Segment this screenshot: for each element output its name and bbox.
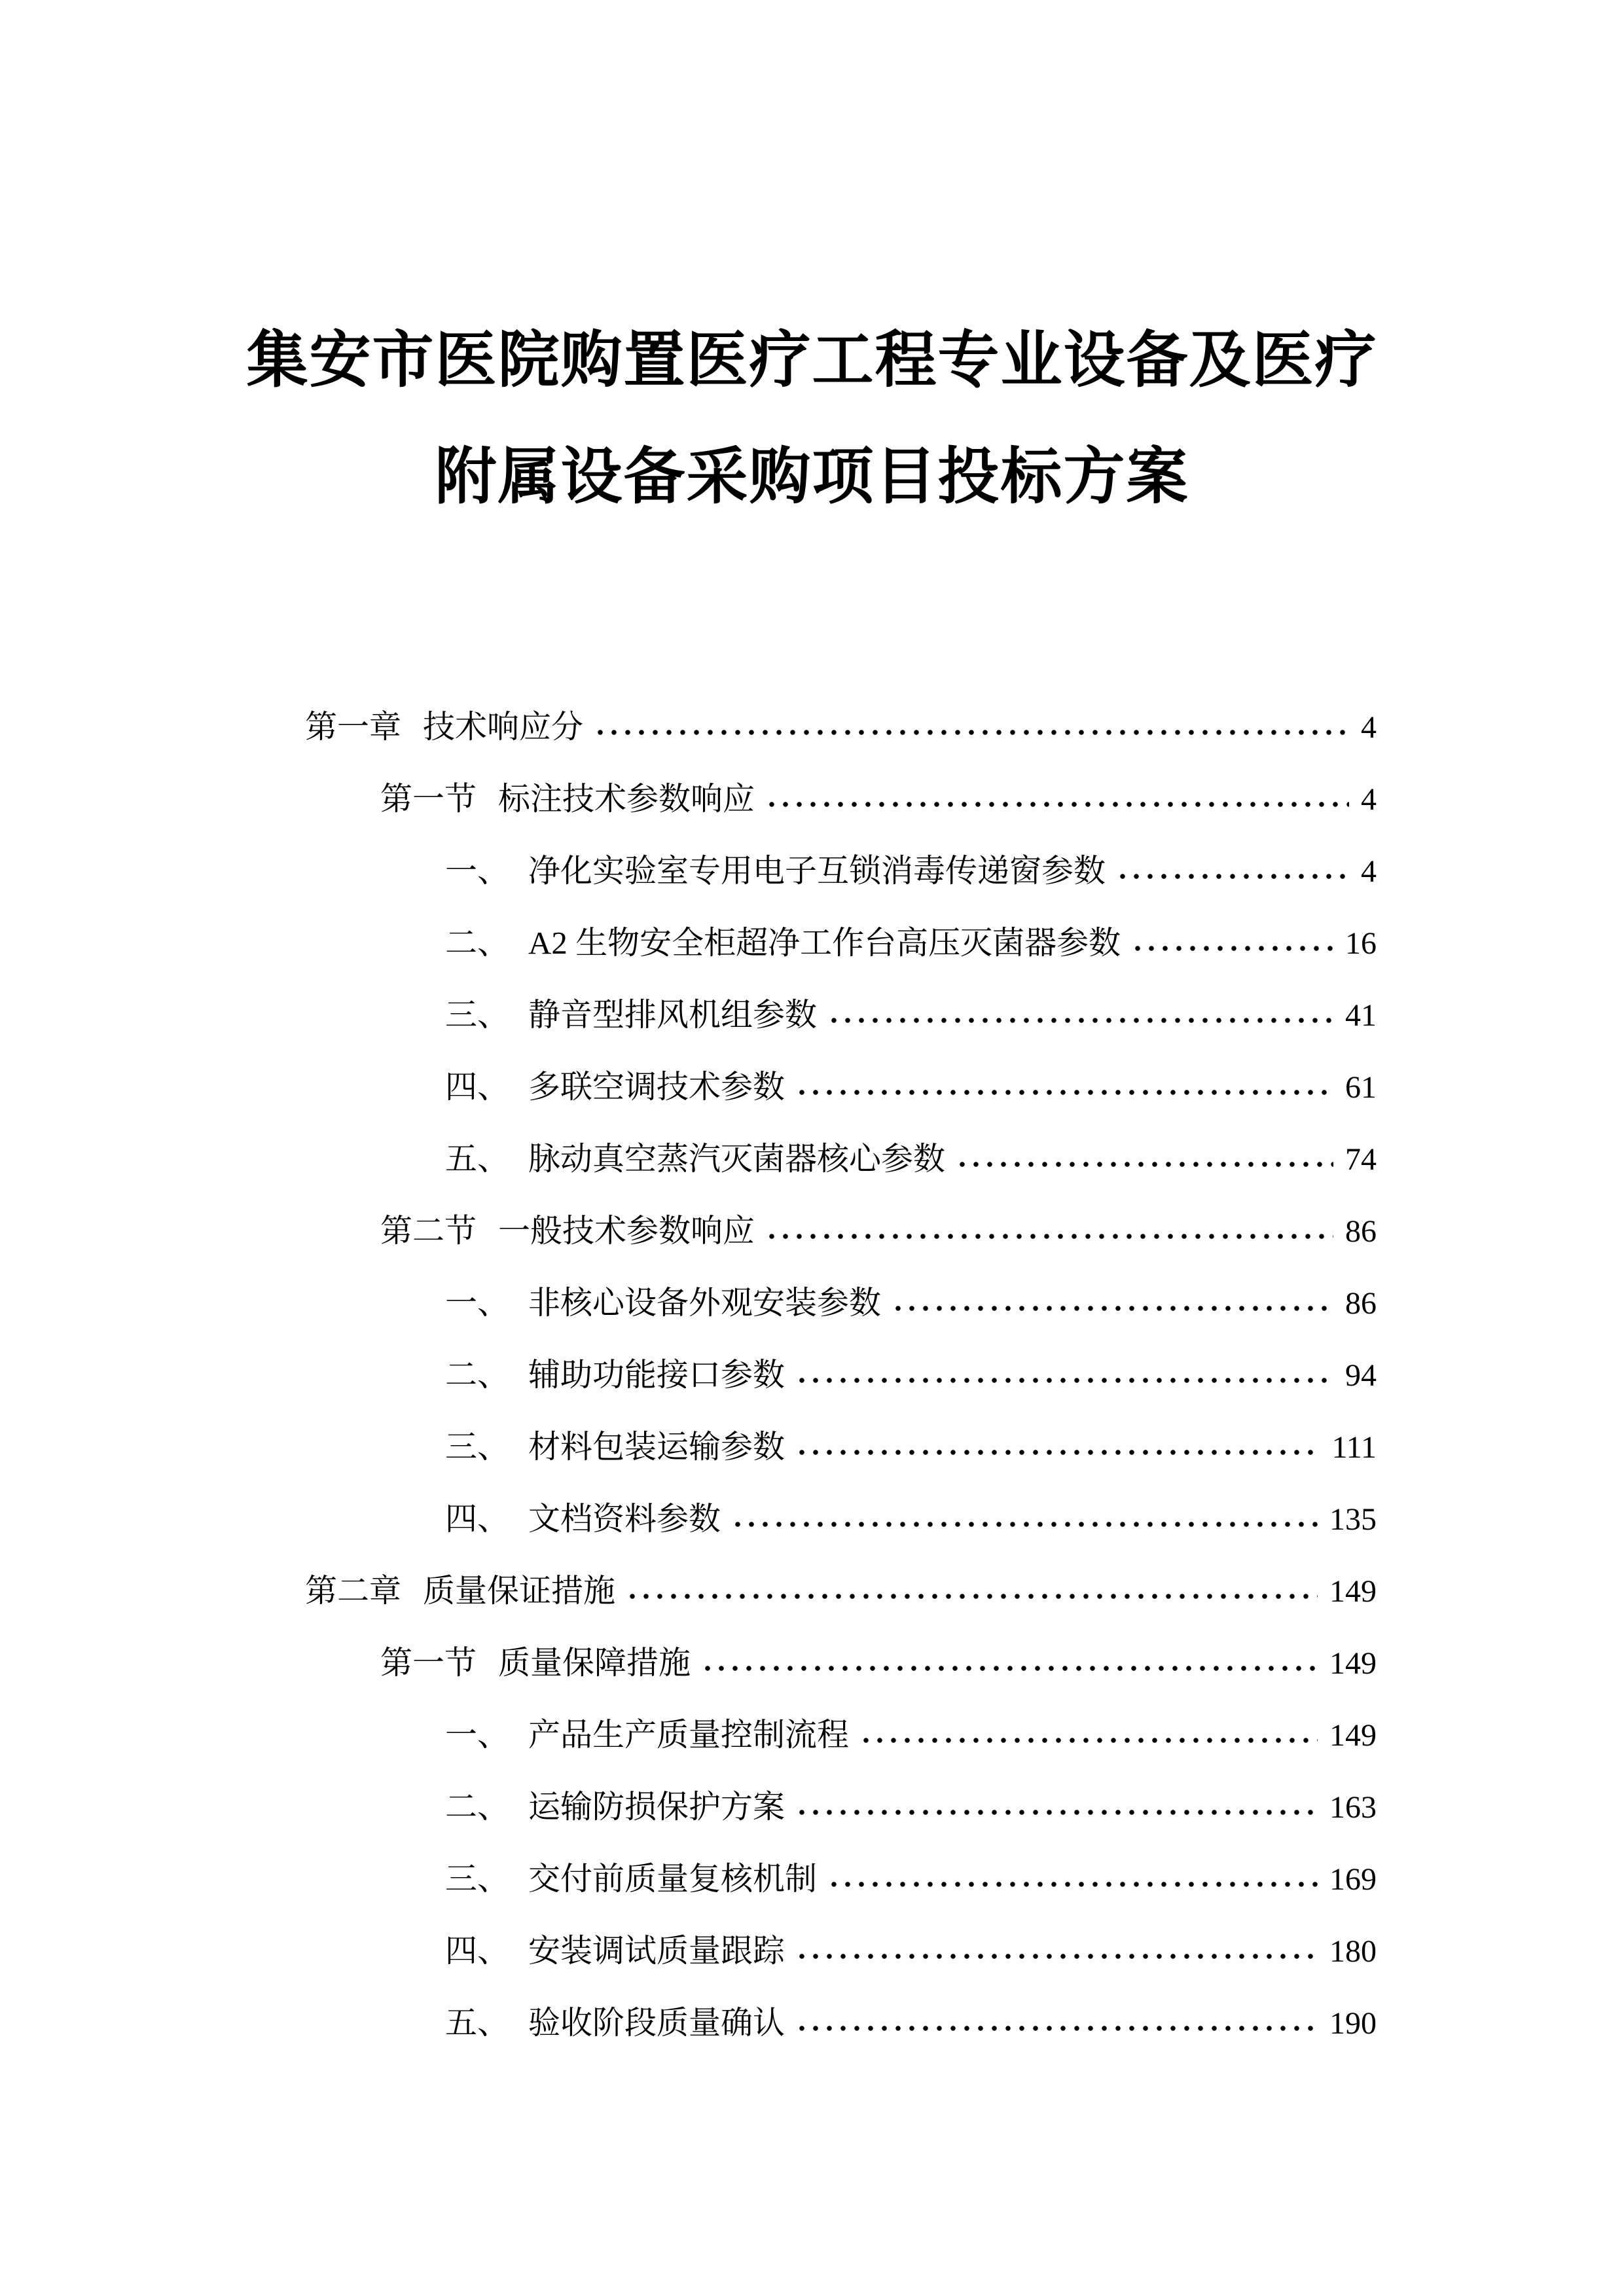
toc-entry-number: 一、: [445, 853, 510, 889]
toc-entry-label: 交付前质量复核机制: [528, 1861, 818, 1897]
toc-page-number: 180: [1329, 1934, 1377, 1969]
toc-entry-label: 多联空调技术参数: [528, 1069, 785, 1105]
toc-page-number: 94: [1345, 1358, 1377, 1393]
toc-page-number: 149: [1329, 1574, 1377, 1609]
toc-entry-section-2-1[interactable]: [305, 1627, 1377, 1699]
toc-entry-item[interactable]: [305, 1339, 1377, 1411]
toc-entry-number: 第一章: [305, 709, 402, 745]
toc-entry-section-1-1[interactable]: [305, 763, 1377, 835]
toc-entry-item[interactable]: [305, 1843, 1377, 1915]
toc-entry-number: 三、: [445, 1861, 510, 1897]
document-title-line-1: 集安市医院购置医疗工程专业设备及医疗: [246, 327, 1378, 395]
toc-dot-leader: [795, 1088, 1333, 1096]
toc-entry-label: 质量保证措施: [423, 1573, 616, 1609]
toc-entry-number: 二、: [445, 1357, 510, 1393]
toc-dot-leader: [795, 1448, 1320, 1456]
toc-entry-item[interactable]: [305, 1483, 1377, 1555]
toc-page-number: 135: [1329, 1502, 1377, 1537]
toc-entry-item[interactable]: [305, 835, 1377, 907]
table-of-contents: [305, 691, 1377, 2059]
toc-dot-leader: [765, 1232, 1333, 1240]
toc-entry-item[interactable]: [305, 1051, 1377, 1123]
toc-page-number: 74: [1345, 1142, 1377, 1177]
toc-page-number: 4: [1361, 710, 1377, 745]
toc-entry-item[interactable]: [305, 1699, 1377, 1771]
toc-entry-number: 第二节: [380, 1213, 477, 1249]
toc-dot-leader: [765, 800, 1349, 808]
toc-entry-label: 脉动真空蒸汽灭菌器核心参数: [528, 1141, 946, 1177]
toc-entry-number: 四、: [445, 1069, 510, 1105]
toc-entry-number: 二、: [445, 1789, 510, 1825]
toc-page-number: 4: [1361, 854, 1377, 889]
toc-entry-number: 第一节: [380, 781, 477, 817]
toc-entry-label: 运输防损保护方案: [528, 1789, 785, 1825]
toc-entry-number: 第一节: [380, 1645, 477, 1681]
toc-page-number: 149: [1329, 1718, 1377, 1753]
toc-entry-number: 三、: [445, 1429, 510, 1465]
toc-entry-number: 四、: [445, 1501, 510, 1537]
document-title-line-2: 附属设备采购项目投标方案: [435, 443, 1189, 511]
toc-dot-leader: [795, 1376, 1333, 1384]
toc-dot-leader: [1116, 872, 1349, 880]
toc-entry-label: 产品生产质量控制流程: [528, 1717, 850, 1753]
toc-entry-chapter-1[interactable]: [305, 691, 1377, 763]
toc-page-number: 86: [1345, 1286, 1377, 1321]
toc-page-number: 149: [1329, 1646, 1377, 1681]
toc-entry-item[interactable]: [305, 1987, 1377, 2059]
toc-dot-leader: [701, 1664, 1318, 1672]
toc-dot-leader: [795, 2024, 1318, 2032]
toc-page-number: 169: [1329, 1862, 1377, 1897]
toc-entry-label: 净化实验室专用电子互锁消毒传递窗参数: [528, 853, 1106, 889]
toc-entry-number: 四、: [445, 1933, 510, 1969]
toc-entry-section-1-2[interactable]: [305, 1195, 1377, 1267]
toc-page-number: 4: [1361, 782, 1377, 817]
document-title: [0, 302, 1624, 535]
toc-dot-leader: [795, 1952, 1318, 1960]
toc-dot-leader: [1131, 944, 1333, 952]
toc-entry-number: 第二章: [305, 1573, 402, 1609]
toc-page-number: 41: [1345, 998, 1377, 1033]
toc-dot-leader: [827, 1880, 1318, 1888]
toc-dot-leader: [626, 1592, 1318, 1600]
toc-page-number: 190: [1329, 2006, 1377, 2041]
toc-entry-number: 一、: [445, 1285, 510, 1321]
toc-entry-item[interactable]: [305, 1123, 1377, 1195]
toc-entry-chapter-2[interactable]: [305, 1555, 1377, 1627]
toc-page-number: 163: [1329, 1790, 1377, 1825]
toc-dot-leader: [892, 1304, 1333, 1312]
toc-dot-leader: [827, 1016, 1333, 1024]
toc-dot-leader: [731, 1520, 1318, 1528]
toc-page-number: 86: [1345, 1214, 1377, 1249]
toc-entry-label: 材料包装运输参数: [528, 1429, 785, 1465]
toc-entry-item[interactable]: [305, 1771, 1377, 1843]
toc-entry-label: 质量保障措施: [498, 1645, 691, 1681]
toc-entry-label: 一般技术参数响应: [498, 1213, 755, 1249]
toc-entry-item[interactable]: [305, 979, 1377, 1051]
toc-entry-label: 辅助功能接口参数: [528, 1357, 785, 1393]
toc-page-number: 16: [1345, 926, 1377, 961]
toc-entry-label: 静音型排风机组参数: [528, 997, 818, 1033]
toc-entry-item[interactable]: [305, 1411, 1377, 1483]
toc-entry-label: 验收阶段质量确认: [528, 2005, 785, 2041]
toc-entry-item[interactable]: [305, 1267, 1377, 1339]
toc-entry-number: 二、: [445, 925, 510, 961]
toc-entry-number: 一、: [445, 1717, 510, 1753]
toc-dot-leader: [594, 728, 1349, 736]
toc-entry-label: 技术响应分: [423, 709, 584, 745]
toc-dot-leader: [859, 1736, 1318, 1744]
toc-entry-label: 非核心设备外观安装参数: [528, 1285, 882, 1321]
toc-entry-number: 五、: [445, 2005, 510, 2041]
toc-page-number: 61: [1345, 1070, 1377, 1105]
toc-page-number: 111: [1331, 1430, 1377, 1465]
toc-entry-number: 五、: [445, 1141, 510, 1177]
toc-entry-label: 文档资料参数: [528, 1501, 721, 1537]
toc-entry-label: A2 生物安全柜超净工作台高压灭菌器参数: [528, 925, 1121, 961]
toc-entry-label: 安装调试质量跟踪: [528, 1933, 785, 1969]
toc-dot-leader: [795, 1808, 1318, 1816]
toc-entry-number: 三、: [445, 997, 510, 1033]
toc-entry-item[interactable]: [305, 1915, 1377, 1987]
toc-entry-item[interactable]: [305, 907, 1377, 979]
toc-dot-leader: [956, 1160, 1333, 1168]
toc-entry-label: 标注技术参数响应: [498, 781, 755, 817]
